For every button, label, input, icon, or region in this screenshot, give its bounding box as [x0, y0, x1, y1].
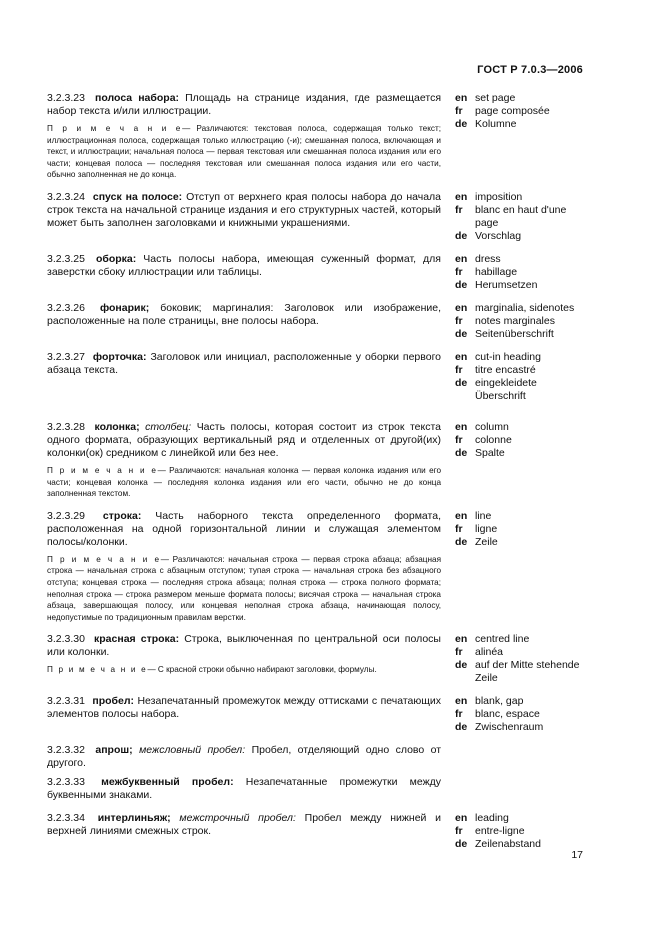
lang-label-de: de	[455, 278, 468, 291]
term-entry	[47, 744, 589, 770]
term-synonym: межсловный пробел:	[139, 744, 246, 757]
translation-de: Spalte	[475, 446, 505, 459]
translation-fr: colonne	[475, 433, 512, 446]
translations	[455, 92, 589, 181]
term-name: оборка:	[95, 252, 137, 265]
term-synonym: межстрочный пробел:	[179, 812, 296, 825]
lang-label-de: de	[455, 446, 468, 459]
note-text: — Различаются: начальная колонка — первая колонка издания или его части; концевая колонка — последняя колонка издания или его части, обычно не до конца заполненная текстом.	[47, 465, 442, 499]
lang-label-fr: fr	[455, 314, 463, 327]
term-entry	[47, 510, 589, 624]
translation-fr: ligne	[475, 522, 498, 535]
translations	[455, 302, 589, 341]
definition-text: Незапечатанные промежутки между буквенными знаками.	[47, 776, 442, 802]
term-entry	[47, 253, 589, 292]
translation-en: column	[475, 420, 509, 433]
term-name: апрош;	[95, 744, 133, 757]
translation-fr: notes marginales	[475, 314, 555, 327]
definition-text: Отступ от верхнего края полосы набора до начала строк текста на начальной странице издания и его структурных частей, который может быть заполнен заголовками и книжными украшениями.	[47, 190, 441, 229]
translation-de: Zeilenabstand	[475, 838, 541, 851]
translation-de: Zwischenraum	[475, 721, 544, 734]
translations	[455, 695, 589, 734]
translation-de: Herumsetzen	[475, 278, 538, 291]
note-text: — Различаются: начальная строка — первая строка абзаца; абзацная строка — начальная строка с абзацным отступом; тупая строка — начальная строка без абзацного отступа; концевая строка — последняя строка абзаца; полная строка — строка полного формата; неполная строка — строка размером меньше формата полосы; висячая строка — начальная строка абзаца, завершающая полосу, или концевая неполная строка абзаца, начинающая полосу, недопустимые по традиционным правилам верстки.	[47, 554, 442, 622]
translation-de: Kolumne	[475, 118, 517, 130]
translation-de: Zeile	[475, 535, 498, 548]
term-definition	[47, 253, 441, 279]
translations	[455, 510, 589, 624]
translation-fr: alinéa	[475, 646, 504, 659]
term-number: 3.2.3.23	[47, 92, 85, 104]
terms-list	[47, 92, 589, 861]
term-definition	[47, 351, 441, 377]
translation-de: auf der Mitte stehende Zeile	[475, 659, 580, 685]
translation-de: Vorschlag	[475, 229, 522, 242]
term-synonym: столбец:	[145, 420, 192, 433]
translation-en: cut-in heading	[475, 350, 541, 363]
definition-text: Заголовок или инициал, расположенные у оборки первого абзаца текста.	[47, 350, 442, 376]
term-entry	[47, 351, 589, 403]
lang-label-de: de	[455, 721, 468, 734]
translation-fr: entre-ligne	[475, 825, 525, 838]
translations	[455, 191, 589, 243]
definition-text: боковик; маргиналия: Заголовок или изображение, расположенные на поле страницы, вне полосы набора.	[47, 301, 441, 327]
translation-en: line	[475, 509, 492, 522]
lang-label-en: en	[455, 633, 468, 646]
term-definition	[47, 695, 441, 721]
translations	[455, 253, 589, 292]
translation-en: leading	[475, 812, 509, 825]
term-note	[47, 123, 441, 181]
translation-en: imposition	[475, 190, 523, 203]
term-number: 3.2.3.28	[47, 420, 85, 433]
term-name: форточка:	[92, 350, 147, 363]
translations	[455, 351, 589, 403]
lang-label-en: en	[455, 695, 468, 708]
definition-text: Часть полосы, которая состоит из строк текста одного формата, образующих вертикальный ряд и отделенных от другой(их) колонки(ок) средником с линейкой или без нее.	[47, 420, 442, 459]
translation-fr: titre encastré	[475, 363, 536, 376]
lang-label-fr: fr	[455, 522, 463, 535]
term-entry	[47, 421, 589, 500]
lang-label-de: de	[455, 535, 468, 548]
term-number: 3.2.3.34	[47, 812, 85, 825]
term-number: 3.2.3.25	[47, 252, 85, 265]
translations	[455, 744, 589, 770]
term-definition	[47, 191, 441, 230]
term-name: межбуквенный пробел:	[101, 776, 234, 789]
translation-fr: page composée	[475, 105, 550, 117]
lang-label-fr: fr	[455, 105, 463, 117]
term-entry	[47, 812, 589, 851]
lang-label-fr: fr	[455, 708, 463, 721]
lang-label-fr: fr	[455, 825, 463, 838]
term-name: колонка;	[94, 420, 140, 433]
term-name: спуск на полосе:	[92, 190, 183, 203]
note-label: П р и м е ч а н и е	[47, 554, 161, 564]
term-note	[47, 465, 441, 500]
term-name: полоса набора:	[95, 92, 180, 104]
term-definition	[47, 744, 441, 770]
term-number: 3.2.3.31	[47, 695, 85, 708]
note-label: П р и м е ч а н и е	[47, 665, 148, 675]
lang-label-en: en	[455, 350, 468, 363]
term-entry	[47, 302, 589, 341]
lang-label-fr: fr	[455, 203, 463, 216]
translation-en: set page	[475, 92, 516, 104]
translation-fr: blanc, espace	[475, 708, 540, 721]
term-definition	[47, 302, 441, 328]
term-name: пробел:	[92, 695, 135, 708]
term-name: фонарик;	[99, 301, 150, 314]
page-number: 17	[571, 849, 583, 861]
translation-en: blank, gap	[475, 695, 524, 708]
definition-text: Пробел, отделяющий одно слово от другого.	[47, 744, 442, 770]
term-definition	[47, 92, 441, 118]
translation-fr: habillage	[475, 265, 518, 278]
lang-label-de: de	[455, 118, 468, 130]
term-name: строка:	[102, 509, 142, 522]
term-name: красная строка:	[94, 633, 180, 646]
lang-label-de: de	[455, 659, 468, 672]
term-entry	[47, 633, 589, 685]
document-header: ГОСТ Р 7.0.3—2006	[477, 64, 583, 76]
lang-label-de: de	[455, 376, 468, 389]
translations	[455, 421, 589, 500]
lang-label-en: en	[455, 812, 468, 825]
term-number: 3.2.3.32	[47, 744, 85, 757]
translation-en: marginalia, sidenotes	[475, 301, 575, 314]
term-definition	[47, 633, 441, 659]
term-number: 3.2.3.26	[47, 301, 85, 314]
definition-text: Строка, выключенная по центральной оси полосы или колонки.	[47, 633, 441, 659]
lang-label-en: en	[455, 92, 468, 104]
lang-label-en: en	[455, 190, 468, 203]
term-definition	[47, 776, 441, 802]
translation-en: centred line	[475, 633, 530, 646]
note-label: П р и м е ч а н и е	[47, 465, 158, 475]
lang-label-en: en	[455, 252, 468, 265]
definition-text: Часть полосы набора, имеющая суженный формат, для заверстки сбоку иллюстрации или таблицы.	[47, 252, 441, 278]
term-definition	[47, 421, 441, 460]
term-note	[47, 664, 441, 676]
note-text: — Различаются: текстовая полоса, содержащая только текст; иллюстрационная полоса, содержащая только иллюстрацию (-и); смешанная полоса, включающая и текст, и иллюстрации; начальная полоса — первая текстовая или смешанная полоса издания или его части; концевая полоса — последняя текстовая или смешанная полоса издания или его части, обычно заполненная не до конца.	[47, 124, 441, 180]
term-definition	[47, 510, 441, 549]
lang-label-fr: fr	[455, 363, 463, 376]
translations	[455, 633, 589, 685]
term-entry	[47, 191, 589, 243]
translation-de: Seitenüberschrift	[475, 327, 554, 340]
lang-label-fr: fr	[455, 646, 463, 659]
term-number: 3.2.3.27	[47, 350, 85, 363]
definition-text: Часть наборного текста определенного формата, расположенная на одной горизонтальной линии и служащая элементом полосы/колонки.	[47, 509, 441, 548]
term-entry	[47, 92, 589, 181]
lang-label-de: de	[455, 838, 468, 851]
lang-label-fr: fr	[455, 433, 463, 446]
note-text: — С красной строки обычно набирают заголовки, формулы.	[147, 665, 377, 675]
translations	[455, 812, 589, 851]
lang-label-en: en	[455, 301, 468, 314]
term-number: 3.2.3.30	[47, 633, 85, 646]
definition-text: Площадь на странице издания, где размещается набор текста и/или иллюстрации.	[47, 92, 442, 117]
term-note	[47, 554, 441, 624]
lang-label-de: de	[455, 229, 468, 242]
lang-label-en: en	[455, 509, 468, 522]
term-number: 3.2.3.29	[47, 509, 85, 522]
translation-de: eingekleidete Überschrift	[475, 376, 537, 402]
term-number: 3.2.3.33	[47, 776, 85, 789]
lang-label-en: en	[455, 420, 468, 433]
note-label: П р и м е ч а н и е	[47, 124, 183, 133]
term-number: 3.2.3.24	[47, 190, 85, 203]
definition-text: Пробел между нижней и верхней линиями смежных строк.	[47, 812, 442, 838]
definition-text: Незапечатанный промежуток между оттисками с печатающих элементов полосы набора.	[47, 695, 441, 721]
term-name: интерлиньяж;	[97, 812, 171, 825]
lang-label-fr: fr	[455, 265, 463, 278]
translation-en: dress	[475, 252, 501, 265]
term-entry	[47, 695, 589, 734]
translations	[455, 776, 589, 802]
term-entry	[47, 776, 589, 802]
lang-label-de: de	[455, 327, 468, 340]
term-definition	[47, 812, 441, 838]
translation-fr: blanc en haut d'une page	[475, 203, 567, 229]
